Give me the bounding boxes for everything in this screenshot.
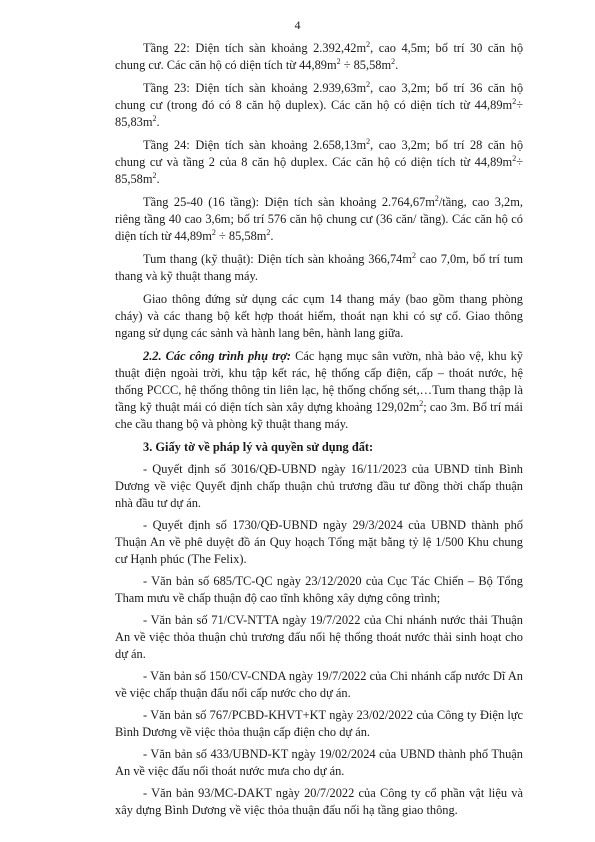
legal-item: - Văn bản số 767/PCBD-KHVT+KT ngày 23/02/2022 của Công ty Điện lực Bình Dương về việc thỏa thuận cấp điện cho dự án. [115, 708, 523, 739]
document-body [115, 40, 523, 824]
section-3-heading: 3. Giấy tờ về pháp lý và quyền sử dụng đất: [143, 440, 374, 454]
floor-25-40-paragraph: Tầng 25-40 (16 tầng): Diện tích sàn khoảng $2.764,67m^2$/tầng, cao 3,2m, riêng tầng 40 cao 3,6m; bố trí 576 căn hộ chung cư (36 căn/ tầng). Các căn hộ có diện tích từ $44,89m^2 \div 85,58m^2$. [115, 194, 523, 243]
legal-item: - Văn bản số 71/CV-NTTA ngày 19/7/2022 của Chi nhánh nước thải Thuận An về việc thỏa thuận chủ trương đấu nối hệ thống thoát nước thải sinh hoạt cho dự án. [115, 613, 523, 661]
legal-item: - Quyết định số 1730/QĐ-UBND ngày 29/3/2024 của UBND thành phố Thuận An về phê duyệt đồ án Quy hoạch Tổng mặt bằng tỷ lệ 1/500 Khu chung cư Hạnh phúc (The Felix). [115, 518, 523, 566]
auxiliary-works-paragraph: 2.2. Các công trình phụ trợ: Các hạng mục sân vườn, nhà bảo vệ, khu kỹ thuật điện ngoài trời, khu tập kết rác, hệ thống cấp điện, cấp – thoát nước, hệ thống PCCC, hệ thống thông tin liên lạc, hệ thống chống sét,…Tum thang thập là tầng kỹ thuật mái có diện tích sàn xây dựng khoảng $129,02m^2$; cao 3m. Bố trí mái che cầu thang bộ và phòng kỹ thuật thang máy. [115, 349, 524, 431]
traffic-paragraph: Giao thông đứng sử dụng các cụm 14 thang máy (bao gồm thang phòng cháy) và các thang bộ kết hợp thoát hiểm, thoát nạn khi có sự cố. Giao thông ngang sử dụng các sảnh và hành lang bên, hành lang giữa. [115, 292, 523, 340]
floor-24-paragraph: Tầng 24: Diện tích sàn khoảng $2.658,13m^2$, cao 3,2m; bố trí 28 căn hộ chung cư và tầng 2 của 8 căn hộ duplex. Các căn hộ có diện tích từ $44,89m^2\div 85,58m^2$. [115, 137, 524, 186]
page-number: 4 [294, 18, 301, 32]
floor-22-paragraph: Tầng 22: Diện tích sàn khoảng $2.392,42m^2$, cao 4,5m; bố trí 30 căn hộ chung cư. Các căn hộ có diện tích từ $44,89m^2 \div 85,58m^2$. [115, 40, 524, 72]
auxiliary-works-title: 2.2. Các công trình phụ trợ: [143, 349, 292, 363]
legal-item: - Quyết định số 3016/QĐ-UBND ngày 16/11/2023 của UBND tỉnh Bình Dương về việc Quyết định chấp thuận chủ trương đầu tư đồng thời chấp thuận nhà đầu tư dự án. [115, 462, 523, 510]
stair-tower-paragraph: Tum thang (kỹ thuật): Diện tích sàn khoảng $366,74m^2$ cao 7,0m, bố trí tum thang và kỹ thuật thang máy. [115, 251, 523, 283]
legal-item: - Văn bản số 685/TC-QC ngày 23/12/2020 của Cục Tác Chiến – Bộ Tổng Tham mưu về chấp thuận độ cao tĩnh không xây dựng công trình; [115, 574, 523, 605]
legal-item: - Văn bản số 150/CV-CNDA ngày 19/7/2022 của Chi nhánh cấp nước Dĩ An về việc chấp thuận đấu nối cấp nước cho dự án. [115, 669, 523, 700]
legal-item: - Văn bản 93/MC-DAKT ngày 20/7/2022 của Công ty cổ phần vật liệu và xây dựng Bình Dương về việc thỏa thuận đấu nối hạ tầng giao thông. [115, 786, 523, 817]
floor-23-paragraph: Tầng 23: Diện tích sàn khoảng $2.939,63m^2$, cao 3,2m; bố trí 36 căn hộ chung cư (trong đó có 8 căn hộ duplex). Các căn hộ có diện tích từ $44,89m^2\div 85,83m^2$. [115, 80, 524, 129]
legal-item: - Văn bản số 433/UBND-KT ngày 19/02/2024 của UBND thành phố Thuận An về việc đấu nối thoát nước mưa cho dự án. [115, 747, 523, 778]
